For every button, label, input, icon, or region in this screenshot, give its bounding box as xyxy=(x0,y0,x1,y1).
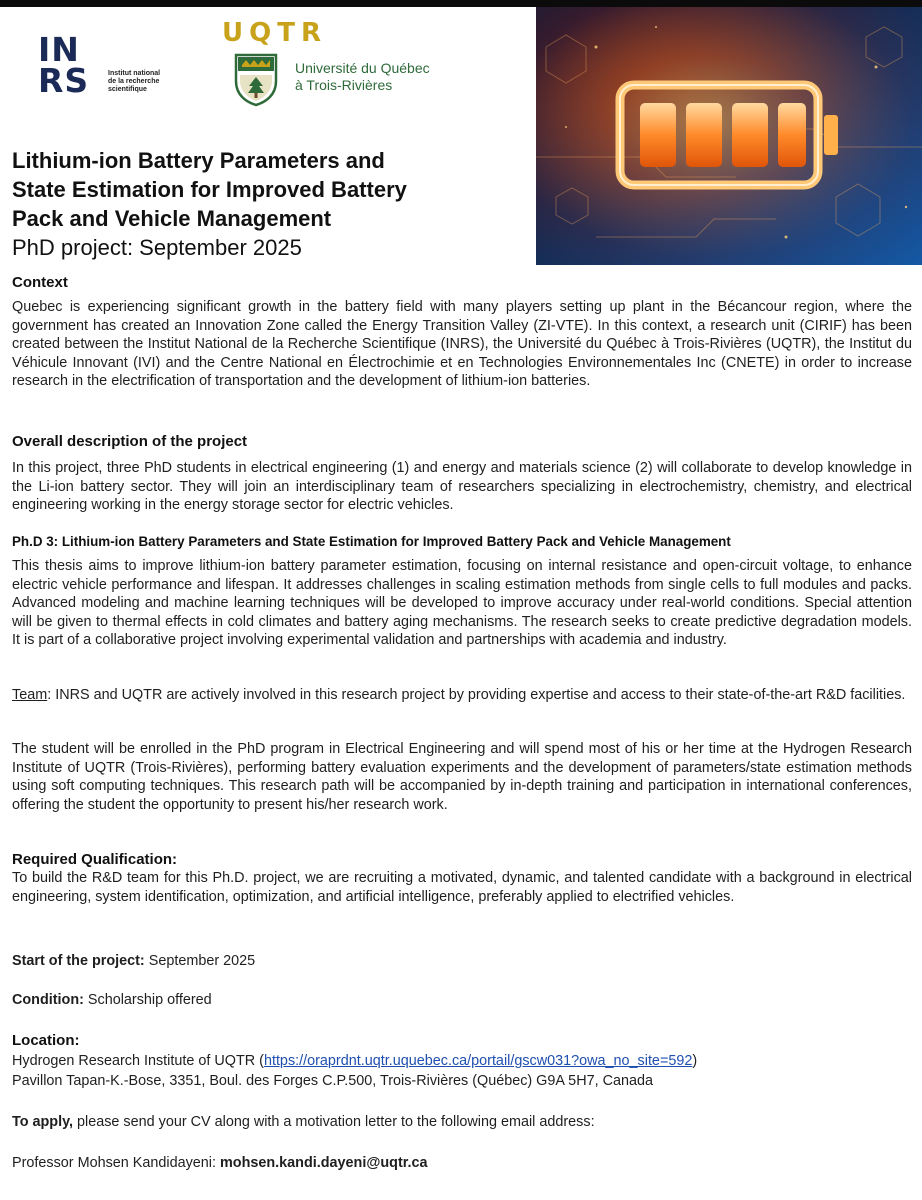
location-link[interactable]: https://oraprdnt.uqtr.uquebec.ca/portail/gscw031?owa_no_site=592 xyxy=(263,1053,693,1069)
context-paragraph: Quebec is experiencing significant growth in the battery field with many players setting up plant in the Bécancour region, where the government has created an Innovation Zone called the Energy Transition Valley (ZI-VTE). In this context, a research unit (CIRIF) has been created between the Institut National de la Recherche Scientifique (INRS), the Université du Québec à Trois-Rivières (UQTR), the Institut du Véhicule Innovant (IVI) and the Centre National en Électrochimie et en Technologies Environnementales Inc (CNETE) in order to increase research in the electrification of transportation and the development of lithium-ion batteries. xyxy=(12,299,912,389)
top-border xyxy=(0,0,922,7)
location-heading: Location: xyxy=(12,1032,80,1049)
start-line xyxy=(12,952,912,971)
inrs-logo xyxy=(38,30,183,106)
apply-line: To apply, please send your CV along with a motivation letter to the following email address: xyxy=(12,1114,595,1130)
inrs-logo-subtitle: Institut national de la recherche scientifique xyxy=(108,70,161,93)
phd3-paragraph: This thesis aims to improve lithium-ion battery parameter estimation, focusing on internal resistance and open-circuit voltage, to enhance electric vehicle performance and lifespan. It addresses challenges in scaling estimation methods from single cells to full modules and packs. Advanced modeling and machine learning techniques will be developed to improve accuracy under real-world conditions. Special attention will be given to thermal effects in cold climates and battery aging mechanisms. The research seeks to create predictive degradation models. It is part of a collaborative project involving experimental validation and partnerships with academia and industry. xyxy=(12,558,912,648)
condition-line xyxy=(12,991,912,1010)
contact-line: Professor Mohsen Kandidayeni: mohsen.kandi.dayeni@uqtr.ca xyxy=(12,1155,428,1171)
battery-hero-image xyxy=(536,7,922,265)
start-value: September 2025 xyxy=(144,953,256,969)
start-label: Start of the project: xyxy=(12,953,145,969)
overall-description-heading: Overall description of the project xyxy=(12,433,248,450)
condition-value: Scholarship offered xyxy=(83,992,212,1008)
location-line2: Pavillon Tapan-K.-Bose, 3351, Boul. des Forges C.P.500, Trois-Rivières (Québec) G9A 5H7, Canada xyxy=(12,1073,653,1089)
project-date-subtitle: PhD project: September 2025 xyxy=(12,235,302,260)
team-label: Team xyxy=(12,687,48,703)
qualification-heading: Required Qualification: xyxy=(12,851,178,868)
contact-email[interactable]: mohsen.kandi.dayeni@uqtr.ca xyxy=(219,1155,428,1171)
apply-label: To apply, xyxy=(12,1114,74,1130)
battery-icon xyxy=(536,7,922,265)
uqtr-logo-mark: UQTR xyxy=(222,18,327,48)
location-line1: Hydrogen Research Institute of UQTR (https://oraprdnt.uqtr.uquebec.ca/portail/gscw031?owa_no_site=592) xyxy=(12,1053,698,1069)
overall-description-paragraph: In this project, three PhD students in electrical engineering (1) and energy and materials science (2) will collaborate to develop knowledge in the Li-ion battery sector. They will join an interdisciplinary team of researchers specializing in electrochemistry, chemistry, and electrical engineering working in the energy storage sector for electric vehicles. xyxy=(12,460,912,513)
uqtr-crest-icon xyxy=(232,51,280,107)
uqtr-logo xyxy=(222,18,452,113)
uqtr-logo-name: Université du Québec à Trois-Rivières xyxy=(295,60,430,93)
context-heading: Context xyxy=(12,274,68,291)
student-paragraph: The student will be enrolled in the PhD program in Electrical Engineering and will spend most of his or her time at the Hydrogen Research Institute of UQTR (Trois-Rivières), performing battery evaluation experiments and the development of parameters/state estimation methods using soft computing techniques. This research path will be accompanied by in-depth training and participation in international conferences, offering the student the opportunity to present his/her research work. xyxy=(12,741,912,813)
condition-label: Condition: xyxy=(12,992,84,1008)
inrs-logo-mark: IN RS xyxy=(38,30,90,100)
phd3-heading: Ph.D 3: Lithium-ion Battery Parameters and State Estimation for Improved Battery Pack and Vehicle Management xyxy=(12,534,731,549)
team-paragraph: Team: INRS and UQTR are actively involved in this research project by providing expertise and access to their state-of-the-art R&D facilities. xyxy=(12,687,906,703)
qualification-paragraph: To build the R&D team for this Ph.D. project, we are recruiting a motivated, dynamic, and talented candidate with a background in electrical engineering, system identification, optimization, and artificial intelligence, preferably applied to electrified vehicles. xyxy=(12,870,912,905)
page-title: Lithium-ion Battery Parameters and State Estimation for Improved Battery Pack and Vehicle Management xyxy=(12,148,407,231)
